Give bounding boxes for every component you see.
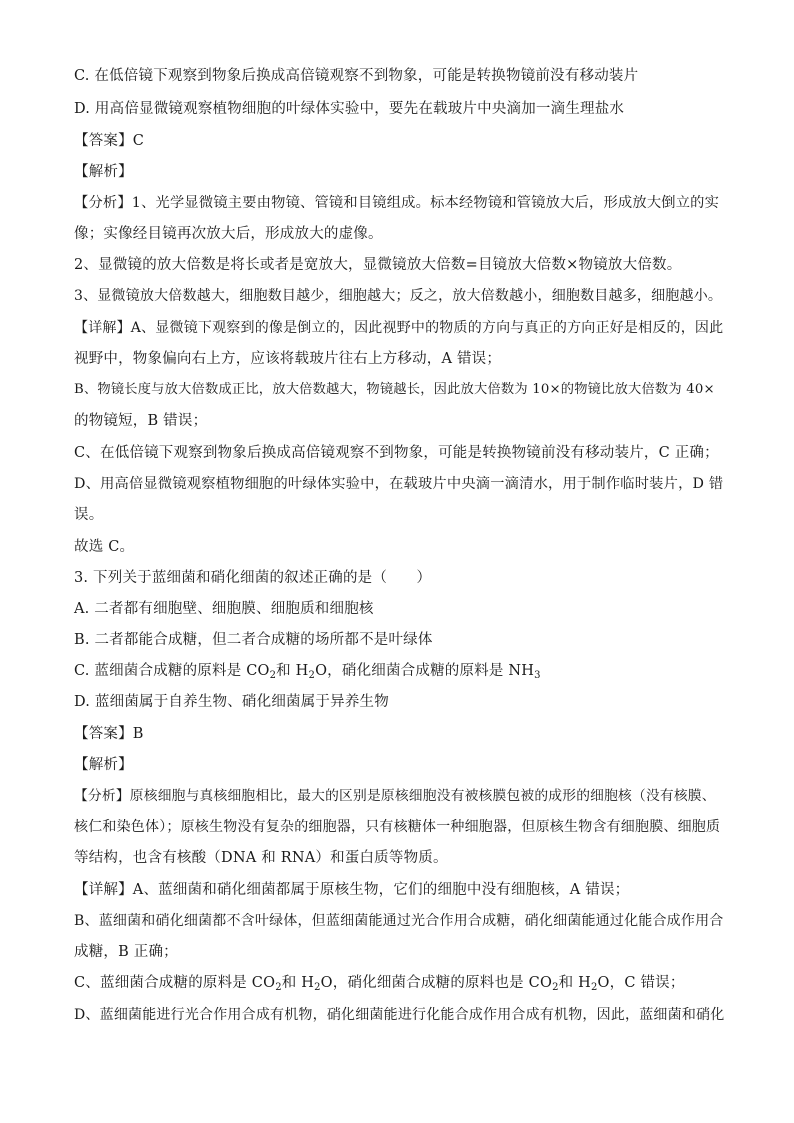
q2-option-d: D. 用高倍显微镜观察植物细胞的叶绿体实验中，要先在载玻片中央滴加一滴生理盐水: [74, 101, 625, 117]
q2-xiangjie-line-4: 的物镜短，B 错误；: [74, 413, 208, 429]
q2-xiangjie-line-5: C、在低倍镜下观察到物象后换成高倍镜观察不到物象，可能是转换物镜前没有移动装片，C 正确；: [74, 445, 719, 461]
q3-xiangjie-line-2: B、蓝细菌和硝化细菌都不含叶绿体，但蓝细菌能通过光合作用合成糖，硝化细菌能通过化能合成作用合: [74, 913, 724, 929]
q2-fenxi-line-2: 像；实像经目镜再次放大后，形成放大的虚像。: [74, 226, 383, 242]
q3-xiangjie-line-1: 【详解】A、蓝细菌和硝化细菌都属于原核生物，它们的细胞中没有细胞核，A 错误；: [74, 882, 630, 898]
q3-fenxi-line-1: 【分析】原核细胞与真核细胞相比，最大的区别是原核细胞没有被核膜包被的成形的细胞核（没有核膜、: [74, 788, 716, 804]
q3-fenxi-line-2: 核仁和染色体）；原核生物没有复杂的细胞器，只有核糖体一种细胞器，但原核生物含有细胞膜、细胞质: [74, 819, 721, 835]
q2-fenxi-line-1: 【分析】1、光学显微镜主要由物镜、管镜和目镜组成。标本经物镜和管镜放大后，形成放大倒立的实: [74, 195, 720, 211]
q3-option-c: C. 蓝细菌合成糖的原料是 $CO_2$和 $H_2O$，硝化细菌合成糖的原料是 $NH_3$: [74, 663, 541, 681]
q3-xiangjie-line-5: D、蓝细菌能进行光合作用合成有机物，硝化细菌能进行化能合成作用合成有机物，因此，蓝细菌和硝化: [74, 1007, 725, 1023]
q2-final-choice: 故选 C。: [74, 539, 135, 555]
q3-option-d: D. 蓝细菌属于自养生物、硝化细菌属于异养生物: [74, 694, 389, 710]
q2-xiangjie-line-1: 【详解】A、显微镜下观察到的像是倒立的，因此视野中的物质的方向与真正的方向正好是相反的，因此: [74, 320, 724, 336]
q2-answer: 【答案】C: [74, 133, 145, 149]
q2-xiangjie-line-3: B、物镜长度与放大倍数成正比，放大倍数越大，物镜越长，因此放大倍数为 10×的物镜比放大倍数为 40×: [74, 382, 715, 397]
q3-option-a: A. 二者都有细胞壁、细胞膜、细胞质和细胞核: [74, 601, 374, 617]
q2-xiangjie-line-7: 误。: [74, 507, 104, 523]
q3-stem: 3. 下列关于蓝细菌和硝化细菌的叙述正确的是（ ）: [74, 570, 432, 586]
q3-xiangjie-line-3: 成糖，B 正确；: [74, 944, 178, 960]
q2-xiangjie-line-6: D、用高倍显微镜观察植物细胞的叶绿体实验中，在载玻片中央滴一滴清水，用于制作临时装片，D 错: [74, 476, 724, 492]
q3-fenxi-line-3: 等结构，也含有核酸（DNA 和 RNA）和蛋白质等物质。: [74, 850, 448, 866]
q3-analysis-heading: 【解析】: [74, 757, 133, 773]
q2-option-c: C. 在低倍镜下观察到物象后换成高倍镜观察不到物象，可能是转换物镜前没有移动装片: [74, 68, 639, 84]
q2-xiangjie-line-2: 视野中，物象偏向右上方，应该将载玻片往右上方移动，A 错误；: [74, 351, 502, 367]
q3-option-b: B. 二者都能合成糖，但二者合成糖的场所都不是叶绿体: [74, 632, 433, 648]
q3-xiangjie-line-4: C、蓝细菌合成糖的原料是 $CO_2$和 $H_2O$，硝化细菌合成糖的原料也是 $CO_2$和 $H_2O$，C 错误；: [74, 975, 685, 993]
q3-answer: 【答案】B: [74, 726, 144, 742]
q2-analysis-heading: 【解析】: [74, 164, 133, 180]
q2-fenxi-line-4: 3、显微镜放大倍数越大，细胞数目越少，细胞越大；反之，放大倍数越小，细胞数目越多，细胞越小。: [74, 288, 723, 304]
q2-fenxi-line-3: 2、显微镜的放大倍数是将长或者是宽放大，显微镜放大倍数=目镜放大倍数×物镜放大倍数。: [74, 257, 682, 273]
